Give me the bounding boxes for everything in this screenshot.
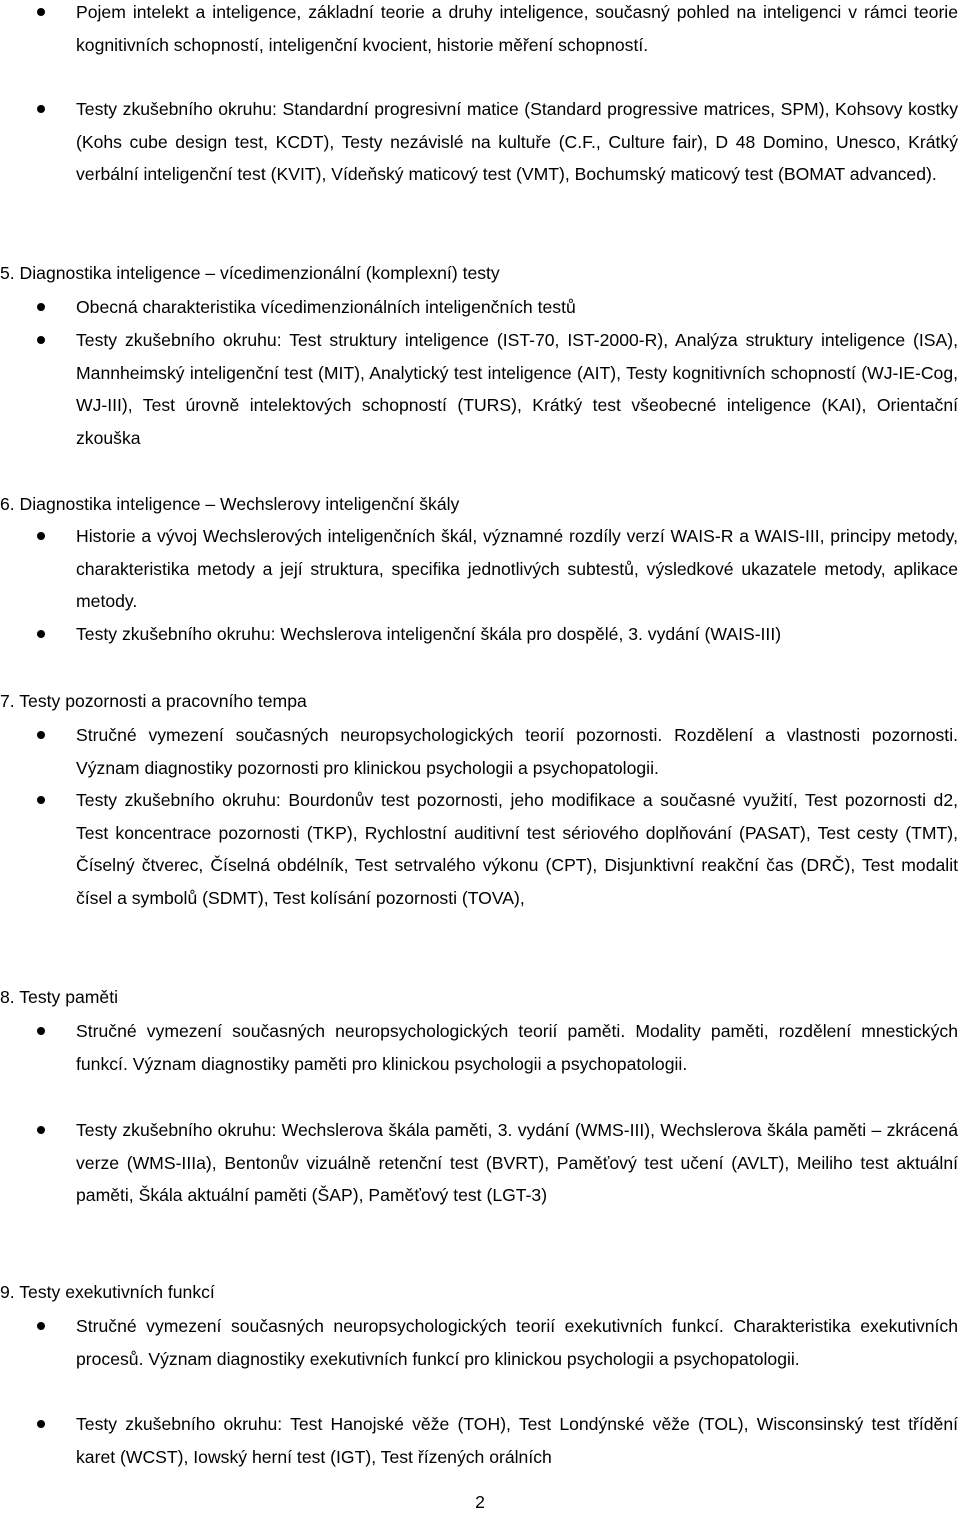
bullet-icon <box>37 1126 45 1134</box>
section-heading: 5. Diagnostika inteligence – vícedimenzionální (komplexní) testy <box>0 263 500 283</box>
list-item <box>0 1114 958 1212</box>
list-item-text: Stručné vymezení současných neuropsychologických teorií paměti. Modality paměti, rozdělení mnestických funkcí. Význam diagnostiky paměti pro klinickou psychologii a psychopatologii. <box>76 1021 958 1074</box>
section-heading: 6. Diagnostika inteligence – Wechslerovy inteligenční škály <box>0 494 460 514</box>
section-heading: 9. Testy exekutivních funkcí <box>0 1282 215 1302</box>
bullet-icon <box>37 796 45 804</box>
list-item-text: Testy zkušebního okruhu: Test Hanojské věže (TOH), Test Londýnské věže (TOL), Wisconsinský test třídění karet (WCST), Iowský herní test (IGT), Test řízených orálních <box>76 1414 958 1467</box>
section-heading: 7. Testy pozornosti a pracovního tempa <box>0 691 307 711</box>
list-item <box>0 1408 958 1473</box>
bullet-icon <box>37 1322 45 1330</box>
list-item <box>0 0 958 61</box>
list-item-text: Stručné vymezení současných neuropsychologických teorií pozornosti. Rozdělení a vlastnosti pozornosti. Význam diagnostiky pozornosti pro klinickou psychologii a psychopatologii. <box>76 725 958 778</box>
list-item-text: Testy zkušebního okruhu: Wechslerova inteligenční škála pro dospělé, 3. vydání (WAIS-III) <box>76 624 782 644</box>
list-item-text: Testy zkušebního okruhu: Wechslerova škála paměti, 3. vydání (WMS-III), Wechslerova škála paměti – zkrácená verze (WMS-IIIa), Bentonův vizuálně retenční test (BVRT), Paměťový test učení (AVLT), Meiliho test aktuální paměti, Škála aktuální paměti (ŠAP), Paměťový test (LGT-3) <box>76 1120 958 1206</box>
page-number: 2 <box>475 1492 485 1512</box>
list-item-text: Testy zkušebního okruhu: Standardní progresivní matice (Standard progressive matrices, SPM), Kohsovy kostky (Kohs cube design test, KCDT), Testy nezávislé na kultuře (C.F., Culture fair), D 48 Domino, Unesco, Krátký verbální inteligenční test (KVIT), Vídeňský maticový test (VMT), Bochumský maticový test (BOMAT advanced). <box>76 99 958 185</box>
list-item-text: Pojem intelekt a inteligence, základní teorie a druhy inteligence, současný pohled na inteligenci v rámci teorie kognitivních schopností, inteligenční kvocient, historie měření schopností. <box>76 2 958 55</box>
bullet-icon <box>37 630 45 638</box>
list-item <box>0 1310 958 1375</box>
section-heading: 8. Testy paměti <box>0 987 119 1007</box>
list-item <box>0 1015 958 1080</box>
list-item-text: Obecná charakteristika vícedimenzionálních inteligenčních testů <box>76 297 576 317</box>
list-item-text: Testy zkušebního okruhu: Bourdonův test pozornosti, jeho modifikace a současné využití, Test pozornosti d2, Test koncentrace pozornosti (TKP), Rychlostní auditivní test sériového doplňování (PASAT), Test cesty (TMT), Číselný čtverec, Číselná obdélník, Test setrvalého výkonu (CPT), Disjunktivní reakční čas (DRČ), Test modalit čísel a symbolů (SDMT), Test kolísání pozornosti (TOVA), <box>76 790 958 908</box>
bullet-icon <box>37 731 45 739</box>
list-item <box>0 93 958 191</box>
list-item <box>0 784 958 914</box>
list-item-text: Stručné vymezení současných neuropsychologických teorií exekutivních funkcí. Charakteristika exekutivních procesů. Význam diagnostiky exekutivních funkcí pro klinickou psychologii a psychopatologii. <box>76 1316 958 1369</box>
bullet-icon <box>37 532 45 540</box>
bullet-icon <box>37 336 45 344</box>
list-item <box>0 291 958 324</box>
bullet-icon <box>37 8 45 16</box>
list-item <box>0 324 958 454</box>
bullet-icon <box>37 303 45 311</box>
list-item <box>0 520 958 618</box>
list-item-text: Historie a vývoj Wechslerových inteligenčních škál, významné rozdíly verzí WAIS-R a WAIS-III, principy metody, charakteristika metody a její struktura, specifika jednotlivých subtestů, výsledkové ukazatele metody, aplikace metody. <box>76 526 958 612</box>
list-item <box>0 618 958 651</box>
bullet-icon <box>37 1420 45 1428</box>
list-item-text: Testy zkušebního okruhu: Test struktury inteligence (IST-70, IST-2000-R), Analýza struktury inteligence (ISA), Mannheimský inteligenční test (MIT), Analytický test inteligence (AIT), Testy kognitivních schopností (WJ-IE-Cog, WJ-III), Test úrovně intelektových schopností (TURS), Krátký test všeobecné inteligence (KAI), Orientační zkouška <box>76 330 958 448</box>
bullet-icon <box>37 105 45 113</box>
list-item <box>0 719 958 784</box>
bullet-icon <box>37 1027 45 1035</box>
